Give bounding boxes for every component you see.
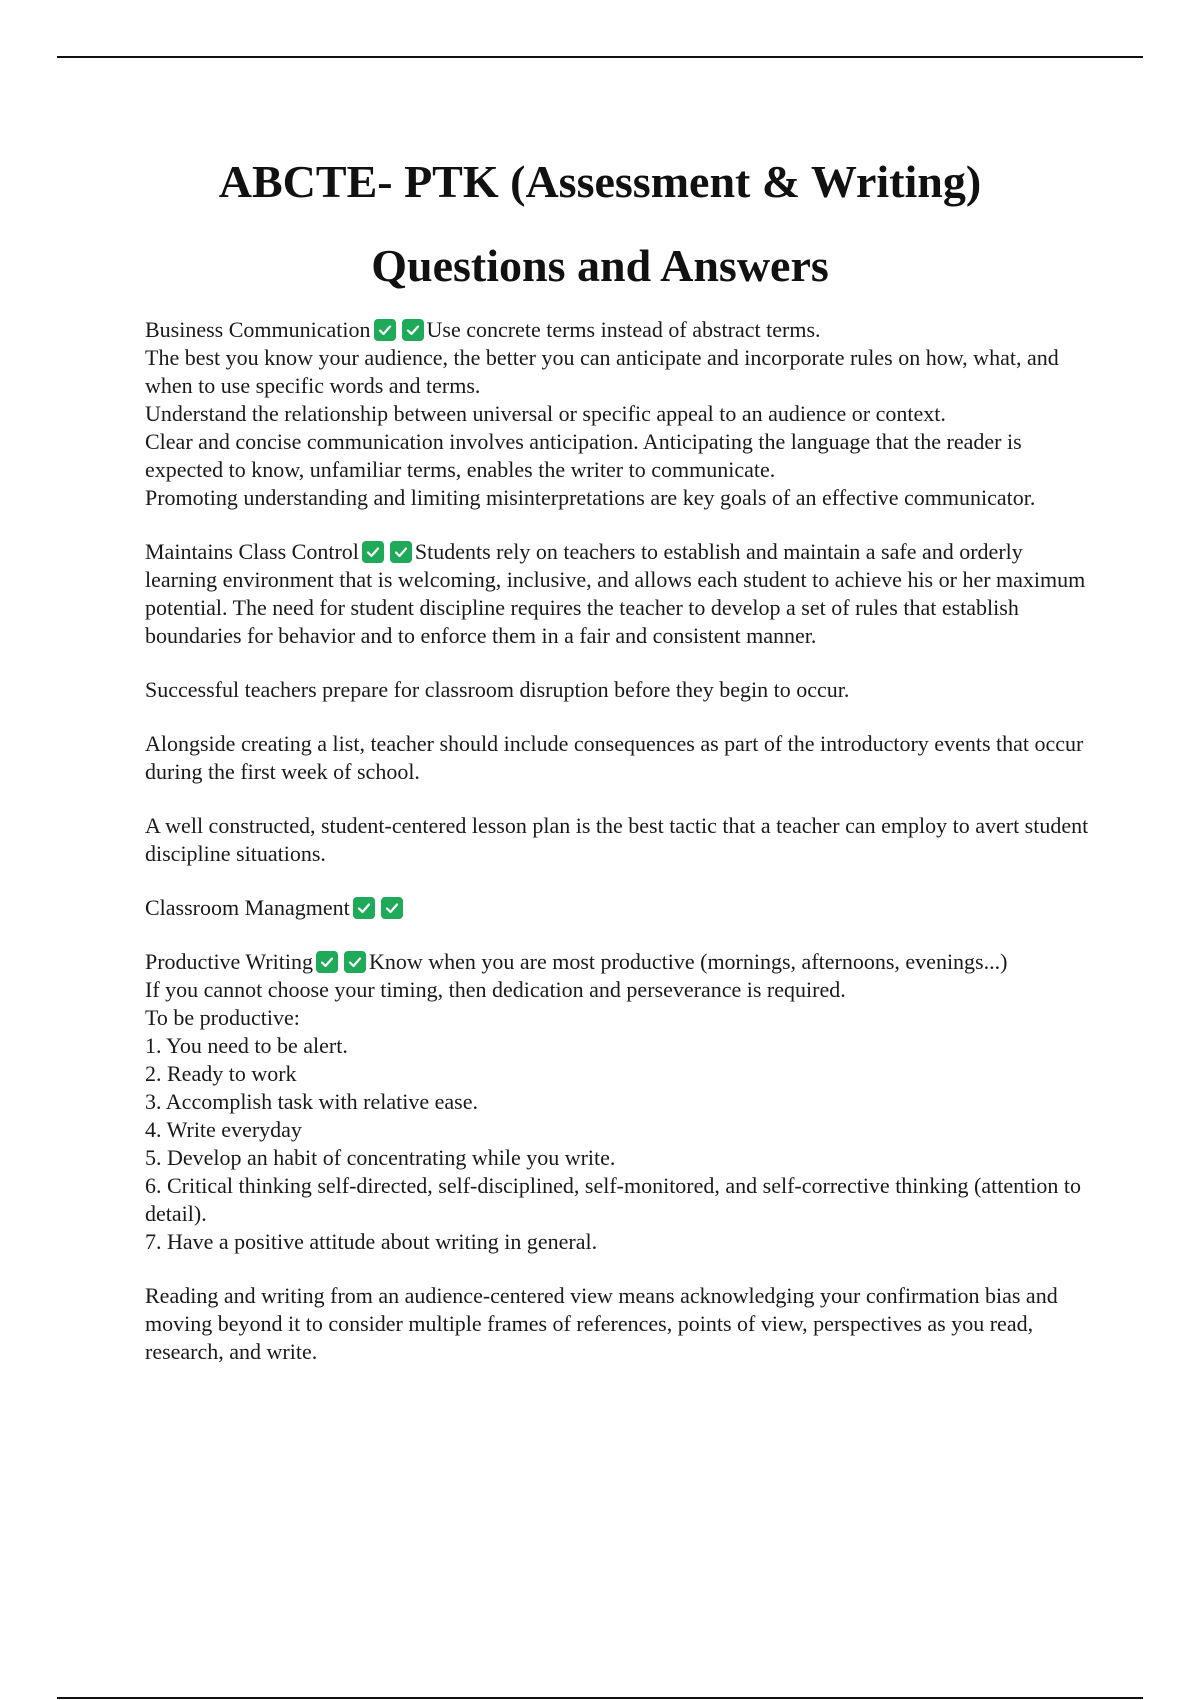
check-mark-icon [390,541,412,563]
paragraph: A well constructed, student-centered lesson plan is the best tactic that a teacher can employ to avert student discipline situations. [145,813,1089,866]
section-classroom-management [145,894,1095,922]
check-mark-icon [316,951,338,973]
title-line-2: Questions and Answers [371,240,829,291]
qa-line [145,316,1095,344]
check-mark-icon [402,319,424,341]
qa-line [145,894,1095,922]
answer-text: Use concrete terms instead of abstract terms. [426,317,821,342]
top-rule [57,56,1143,58]
paragraph: Alongside creating a list, teacher should include consequences as part of the introductory events that occur during the first week of school. [145,731,1084,784]
list-item: 7. Have a positive attitude about writing in general. [145,1229,598,1254]
list-item: 5. Develop an habit of concentrating while you write. [145,1145,616,1170]
list-item: 4. Write everyday [145,1117,302,1142]
body-line: The best you know your audience, the better you can anticipate and incorporate rules on how, what, and when to use specific words and terms. [145,345,1059,398]
body-line: Clear and concise communication involves anticipation. Anticipating the language that the reader is expected to know, unfamiliar terms, enables the writer to communicate. [145,429,1022,482]
qa-line [145,948,1095,976]
answer-text: Students rely on teachers to establish and maintain a safe and orderly learning environment that is welcoming, inclusive, and allows each student to achieve his or her maximum potential. The need for student discipline requires the teacher to develop a set of rules that establish boundaries for behavior and to enforce them in a fair and consistent manner. [145,539,1086,648]
list-item: 6. Critical thinking self-directed, self-disciplined, self-monitored, and self-corrective thinking (attention to detail). [145,1173,1081,1226]
check-mark-icon [344,951,366,973]
body-line: Promoting understanding and limiting misinterpretations are key goals of an effective communicator. [145,485,1036,510]
term-label: Classroom Managment [145,895,350,920]
list-item: 3. Accomplish task with relative ease. [145,1089,478,1114]
body-line: If you cannot choose your timing, then dedication and perseverance is required. [145,977,846,1002]
check-mark-icon [381,897,403,919]
section-business-communication [145,316,1095,512]
qa-line [145,538,1095,650]
answer-text: Know when you are most productive (mornings, afternoons, evenings...) [368,949,1008,974]
check-mark-icon [374,319,396,341]
section-productive-writing [145,948,1095,1256]
title-line-1: ABCTE- PTK (Assessment & Writing) [218,156,982,207]
term-label: Business Communication [145,317,371,342]
document-title [0,140,1200,308]
section-class-control [145,538,1095,650]
document-body [145,316,1095,1392]
list-item: 2. Ready to work [145,1061,297,1086]
term-label: Productive Writing [145,949,313,974]
list-item: 1. You need to be alert. [145,1033,348,1058]
bottom-rule [57,1697,1143,1699]
body-line: To be productive: [145,1005,300,1030]
paragraph: Successful teachers prepare for classroom disruption before they begin to occur. [145,677,850,702]
check-mark-icon [353,897,375,919]
term-label: Maintains Class Control [145,539,359,564]
check-mark-icon [362,541,384,563]
body-line: Understand the relationship between universal or specific appeal to an audience or context. [145,401,946,426]
paragraph: Reading and writing from an audience-centered view means acknowledging your confirmation bias and moving beyond it to consider multiple frames of references, points of view, perspectives as you read, research, and write. [145,1283,1058,1364]
